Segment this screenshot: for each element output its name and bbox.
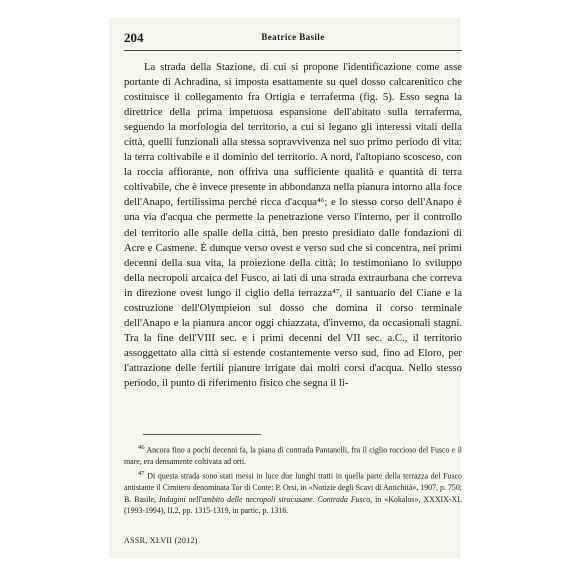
footnote-divider xyxy=(143,434,261,435)
header-divider xyxy=(124,50,462,51)
footnote-number: 47 xyxy=(138,470,145,478)
footnote-46 xyxy=(124,442,462,467)
footnote-text-tail: , in «Kokalos», XXXIX-XL (1993-1994), II.2, pp. 1315-1319, in partic. p. 1316. xyxy=(124,494,462,516)
page-header xyxy=(124,30,462,48)
running-head: Beatrice Basile xyxy=(261,32,325,42)
footnotes xyxy=(124,442,462,518)
footnote-47 xyxy=(124,468,462,516)
main-text xyxy=(124,60,462,391)
footnote-title: Indagini nell'ambito delle necropoli siracusane. Contrada Fusco xyxy=(158,494,371,504)
body-paragraph: La strada della Stazione, di cui si propone l'identificazione come asse portante di Achradina, si imposta esattamente su quel dosso calcarenitico che costituisce il collegamento fra Ortigia e terraferma (fig. 5). Esso segna la direttrice della prima impetuosa espansione dell'abitato sulla terraferma, seguendo la morfologia del territorio, a cui si legano gli interessi vitali della città, quelli funzionali alla stessa sopravvivenza nel suo primo periodo di vita: la terra coltivabile e il dominio del territorio. A nord, l'altopiano scosceso, con la roccia affiorante, non offriva una sufficiente qualità e quantità di terra coltivabile, che è invece presente in abbondanza nella pianura intorno alla foce dell'Anapo, fertilissima perché ricca d'acqua⁴⁶; e lo stesso corso dell'Anapo è una via d'acqua che permette la penetrazione verso l'interno, per il controllo del territorio alle spalle della città, ben presto presidiato dalle fondazioni di Acre e Casmene. È dunque verso ovest e verso sud che si concentra, nei primi decenni della sua vita, la proiezione della città; lo testimoniano lo sviluppo della necropoli arcaica del Fusco, ai lati di una strada extraurbana che correva in direzione ovest lungo il ciglio della terrazza⁴⁷, il santuario del Ciane e la costruzione dell'Olympieion sul dosso che domina il corso terminale dell'Anapo e la pianura ancor oggi chiazzata, d'inverno, da occasionali stagni. Tra la fine dell'VIII sec. e i primi decenni del VII sec. a.C., il territorio assoggettato alla città si estende costantemente verso sud, fino ad Eloro, per l'attrazione delle fertili pianure irrigate dai molti corsi d'acqua. Nello stesso periodo, il punto di riferimento fisico che segna il li- xyxy=(124,61,462,389)
footnote-text: Di questa strada sono stati messi in luce due lunghi tratti in quella parte della terrazza del Fusco antistante il Cimitero denominata Tor di Conte: P. Orsi, in «Notizie degli Scavi di Antichità», 1907, p. 750; B. Basile, xyxy=(124,472,462,504)
footnote-number: 46 xyxy=(138,444,145,451)
page-footer: ASSR, XLVII (2012) xyxy=(124,536,198,545)
page-number: 204 xyxy=(124,30,144,45)
footnote-text: Ancora fino a pochi decenni fa, la piana di contrada Pantanelli, fra il ciglio roccioso del Fusco e il mare, era densamente coltivata ad orti. xyxy=(124,445,462,467)
